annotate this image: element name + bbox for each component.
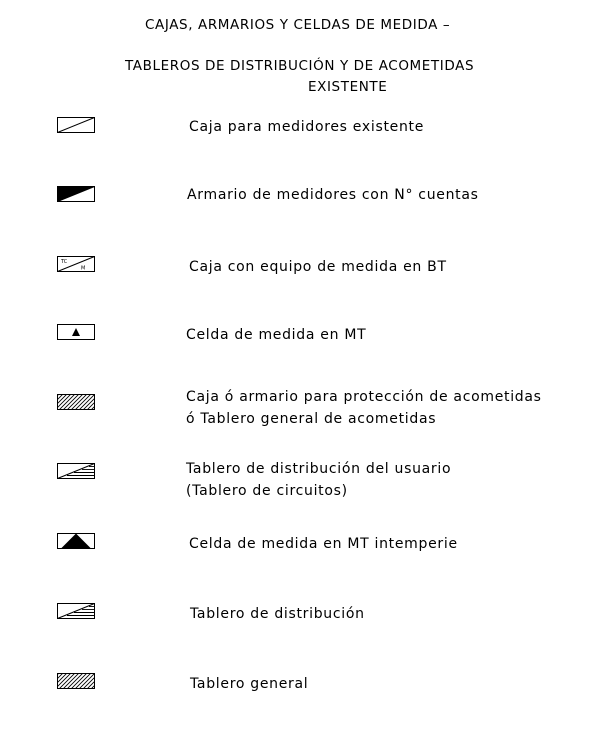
legend-label-4 bbox=[186, 324, 366, 346]
distribution-board-icon bbox=[57, 603, 95, 619]
legend-label-8 bbox=[190, 603, 365, 625]
legend-label-9 bbox=[190, 673, 308, 695]
mv-metering-cell-icon bbox=[57, 324, 95, 340]
m-label: M bbox=[81, 265, 86, 272]
tc-label: TC bbox=[61, 259, 68, 265]
outdoor-mv-metering-cell-icon bbox=[57, 533, 95, 549]
title-line-1: CAJAS, ARMARIOS Y CELDAS DE MEDIDA – bbox=[145, 17, 451, 33]
legend-label-1-line-1: Caja para medidores existente bbox=[189, 119, 425, 135]
legend-label-3 bbox=[189, 256, 447, 278]
legend-label-6-line-1: Tablero de distribución del usuario bbox=[186, 461, 452, 477]
user-distribution-board-icon bbox=[57, 463, 95, 479]
legend-label-7-line-1: Celda de medida en MT intemperie bbox=[189, 536, 458, 552]
meter-box-existing-icon bbox=[57, 117, 95, 133]
legend-label-2 bbox=[187, 184, 479, 206]
legend-label-6-line-2: (Tablero de circuitos) bbox=[186, 483, 348, 499]
legend-label-2-line-1: Armario de medidores con N° cuentas bbox=[187, 187, 479, 203]
legend-label-3-line-1: Caja con equipo de medida en BT bbox=[189, 259, 447, 275]
legend-label-9-line-1: Tablero general bbox=[190, 676, 309, 692]
meter-cabinet-icon bbox=[57, 186, 95, 202]
service-protection-box-icon bbox=[57, 394, 95, 410]
general-board-icon bbox=[57, 673, 95, 689]
legend-label-4-line-1: Celda de medida en MT bbox=[186, 327, 367, 343]
legend-label-6 bbox=[186, 458, 451, 502]
title-line-3: EXISTENTE bbox=[308, 79, 388, 95]
legend-label-8-line-1: Tablero de distribución bbox=[190, 606, 365, 622]
title-line-2: TABLEROS DE DISTRIBUCIÓN Y DE ACOMETIDAS bbox=[125, 58, 475, 74]
legend-label-1 bbox=[189, 116, 424, 138]
metering-equipment-box-icon bbox=[57, 256, 95, 272]
legend-label-7 bbox=[189, 533, 458, 555]
legend-label-5-line-1: Caja ó armario para protección de acometidas bbox=[186, 389, 542, 405]
legend-label-5-line-2: ó Tablero general de acometidas bbox=[186, 411, 437, 427]
legend-label-5 bbox=[186, 386, 542, 430]
